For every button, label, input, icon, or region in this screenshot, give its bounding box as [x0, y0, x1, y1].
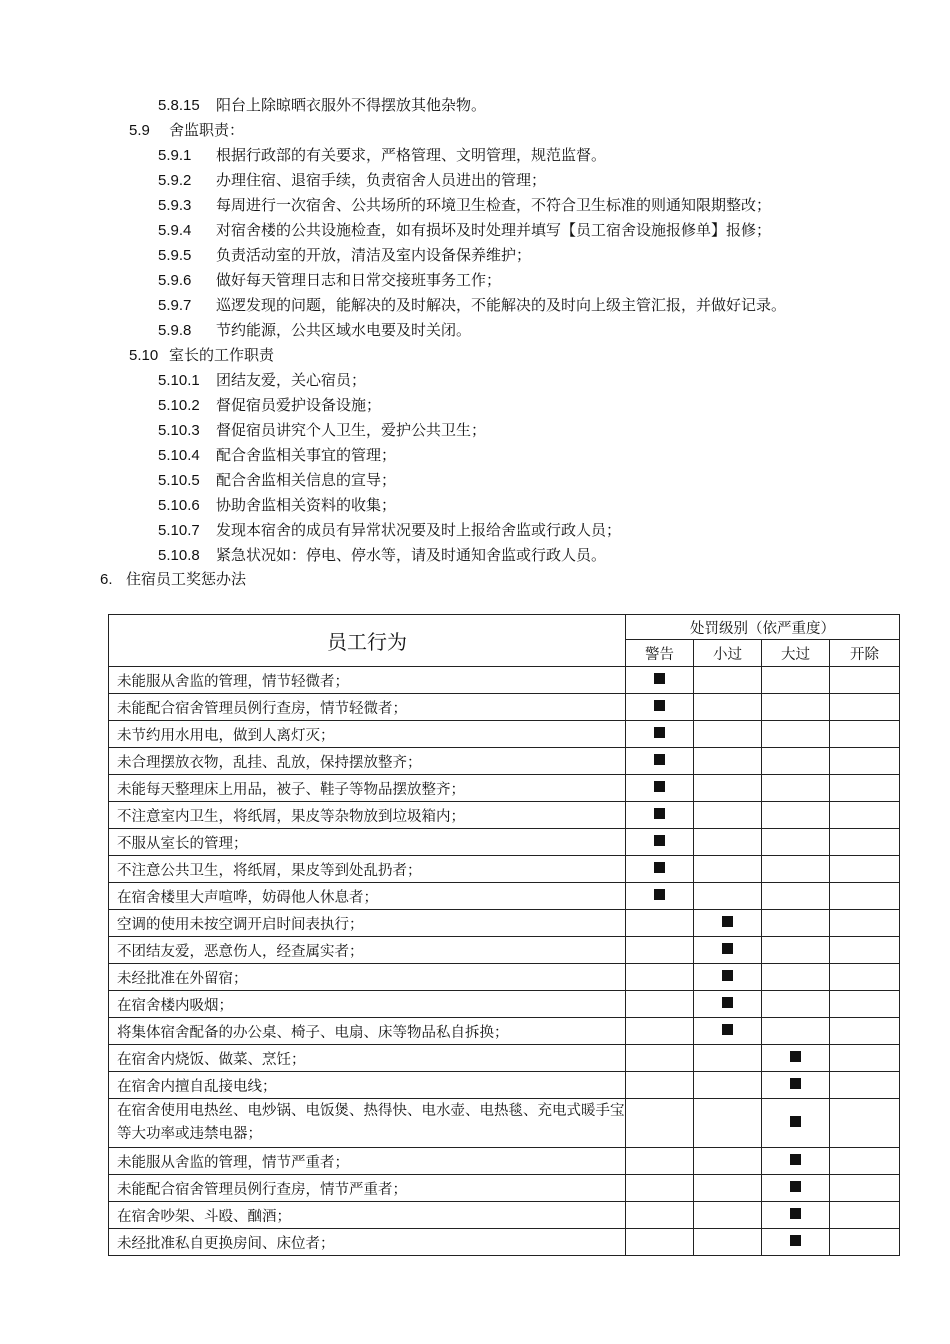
table-row	[109, 964, 900, 991]
level-cell	[762, 667, 830, 694]
level-cell	[762, 856, 830, 883]
filled-square-mark-icon	[654, 673, 665, 684]
level-cell	[694, 1072, 762, 1099]
level-cell	[762, 748, 830, 775]
table-row	[109, 910, 900, 937]
behavior-cell: 未能配合宿舍管理员例行查房，情节严重者；	[109, 1175, 626, 1202]
clause-number: 5.9.1	[158, 147, 192, 164]
level-cell	[694, 964, 762, 991]
level-cell	[762, 802, 830, 829]
behavior-cell: 未能每天整理床上用品，被子、鞋子等物品摆放整齐；	[109, 775, 626, 802]
level-cell	[830, 802, 900, 829]
clause-number: 5.10.1	[158, 372, 200, 389]
table-row	[109, 1202, 900, 1229]
level-cell	[762, 1229, 830, 1256]
table-row	[109, 883, 900, 910]
filled-square-mark-icon	[654, 727, 665, 738]
clause-5-10-1	[158, 370, 366, 391]
level-cell	[830, 748, 900, 775]
level-cell	[626, 991, 694, 1018]
clause-text: 对宿舍楼的公共设施检查，如有损坏及时处理并填写【员工宿舍设施报修单】报修；	[216, 221, 772, 239]
level-cell	[694, 1175, 762, 1202]
level-cell	[762, 775, 830, 802]
level-cell	[830, 1072, 900, 1099]
level-cell	[694, 775, 762, 802]
filled-square-mark-icon	[654, 862, 665, 873]
level-cell	[830, 856, 900, 883]
level-cell	[762, 1018, 830, 1045]
clause-text: 督促宿员爱护设备设施；	[216, 396, 382, 414]
table-row	[109, 937, 900, 964]
clause-5-10-3	[158, 420, 486, 441]
level-cell	[694, 667, 762, 694]
filled-square-mark-icon	[654, 754, 665, 765]
clause-5-9-8	[158, 320, 471, 341]
level-cell	[626, 1045, 694, 1072]
level-cell	[626, 856, 694, 883]
clause-5-9	[129, 120, 244, 141]
clause-text: 团结友爱，关心宿员；	[216, 371, 367, 389]
clause-number: 5.10.4	[158, 447, 200, 464]
level-cell	[626, 910, 694, 937]
clause-number: 5.10	[129, 347, 159, 364]
level-cell	[762, 964, 830, 991]
clause-number: 5.9.7	[158, 297, 192, 314]
level-cell	[694, 829, 762, 856]
table-row	[109, 1018, 900, 1045]
clause-text: 紧急状况如：停电、停水等，请及时通知舍监或行政人员。	[216, 546, 607, 564]
level-cell	[830, 1018, 900, 1045]
level-cell	[694, 721, 762, 748]
filled-square-mark-icon	[654, 808, 665, 819]
behavior-cell: 未能服从舍监的管理，情节轻微者；	[109, 667, 626, 694]
level-major-demerit-header: 大过	[762, 640, 830, 667]
clause-number: 5.10.6	[158, 497, 200, 514]
table-row	[109, 775, 900, 802]
clause-text: 办理住宿、退宿手续，负责宿舍人员进出的管理；	[216, 171, 547, 189]
level-cell	[762, 694, 830, 721]
filled-square-mark-icon	[654, 889, 665, 900]
clause-5-10-5	[158, 470, 396, 491]
table-row	[109, 667, 900, 694]
level-dismissal-header: 开除	[830, 640, 900, 667]
clause-text: 室长的工作职责	[169, 346, 275, 364]
clause-text: 节约能源，公共区域水电要及时关闭。	[216, 321, 472, 339]
behavior-cell: 不注意公共卫生，将纸屑，果皮等到处乱扔者；	[109, 856, 626, 883]
level-cell	[694, 991, 762, 1018]
clause-text: 根据行政部的有关要求，严格管理、文明管理，规范监督。	[216, 146, 607, 164]
level-cell	[626, 937, 694, 964]
clause-5-10	[129, 345, 274, 366]
level-cell	[694, 694, 762, 721]
behavior-cell: 不注意室内卫生，将纸屑，果皮等杂物放到垃圾箱内；	[109, 802, 626, 829]
clause-number: 5.9	[129, 122, 150, 139]
table-row	[109, 1229, 900, 1256]
behavior-cell: 不服从室长的管理；	[109, 829, 626, 856]
table-row	[109, 991, 900, 1018]
filled-square-mark-icon	[790, 1051, 801, 1062]
level-cell	[762, 883, 830, 910]
clause-text: 巡逻发现的问题，能解决的及时解决，不能解决的及时向上级主管汇报，并做好记录。	[216, 296, 787, 314]
filled-square-mark-icon	[722, 943, 733, 954]
behavior-cell: 未能服从舍监的管理，情节严重者；	[109, 1148, 626, 1175]
level-cell	[830, 910, 900, 937]
clause-text: 负责活动室的开放，清洁及室内设备保养维护；	[216, 246, 532, 264]
table-row	[109, 1072, 900, 1099]
filled-square-mark-icon	[722, 1024, 733, 1035]
clause-5-10-2	[158, 395, 381, 416]
clause-number: 5.10.7	[158, 522, 200, 539]
table-row	[109, 748, 900, 775]
level-cell	[626, 802, 694, 829]
table-row	[109, 1148, 900, 1175]
filled-square-mark-icon	[790, 1116, 801, 1127]
clause-number: 5.10.5	[158, 472, 200, 489]
filled-square-mark-icon	[790, 1208, 801, 1219]
clause-number: 5.10.2	[158, 397, 200, 414]
filled-square-mark-icon	[654, 700, 665, 711]
clause-text: 配合舍监相关信息的宣导；	[216, 471, 397, 489]
level-cell	[626, 1148, 694, 1175]
level-cell	[626, 829, 694, 856]
level-cell	[626, 694, 694, 721]
clause-number: 5.9.8	[158, 322, 192, 339]
behavior-header: 员工行为	[109, 615, 626, 667]
level-cell	[626, 883, 694, 910]
level-cell	[694, 1018, 762, 1045]
level-cell	[830, 1099, 900, 1148]
behavior-cell: 未节约用水用电，做到人离灯灭；	[109, 721, 626, 748]
clause-text: 住宿员工奖惩办法	[126, 570, 247, 588]
table-row	[109, 1175, 900, 1202]
level-cell	[762, 1045, 830, 1072]
clause-text: 配合舍监相关事宜的管理；	[216, 446, 397, 464]
clause-number: 5.9.6	[158, 272, 192, 289]
penalty-level-header: 处罚级别（依严重度）	[626, 615, 900, 640]
level-cell	[762, 1202, 830, 1229]
level-cell	[626, 1072, 694, 1099]
level-warning-header: 警告	[626, 640, 694, 667]
behavior-cell: 将集体宿舍配备的办公桌、椅子、电扇、床等物品私自拆换；	[109, 1018, 626, 1045]
level-cell	[830, 1045, 900, 1072]
level-cell	[762, 1072, 830, 1099]
level-cell	[830, 937, 900, 964]
clause-5-10-8	[158, 545, 606, 566]
level-cell	[626, 1099, 694, 1148]
clause-number: 5.9.3	[158, 197, 192, 214]
level-cell	[694, 937, 762, 964]
level-cell	[762, 991, 830, 1018]
level-cell	[830, 1148, 900, 1175]
filled-square-mark-icon	[790, 1078, 801, 1089]
clause-5-9-6	[158, 270, 501, 291]
level-cell	[830, 721, 900, 748]
filled-square-mark-icon	[790, 1235, 801, 1246]
level-cell	[626, 1018, 694, 1045]
level-cell	[762, 1148, 830, 1175]
clause-number: 6.	[100, 571, 113, 588]
penalty-table	[108, 614, 900, 1256]
level-cell	[626, 1202, 694, 1229]
level-cell	[626, 667, 694, 694]
level-cell	[694, 1099, 762, 1148]
level-cell	[626, 748, 694, 775]
behavior-cell: 空调的使用未按空调开启时间表执行；	[109, 910, 626, 937]
behavior-cell: 在宿舍使用电热丝、电炒锅、电饭煲、热得快、电水壶、电热毯、充电式暖手宝等大功率或违禁电器；	[109, 1099, 626, 1148]
filled-square-mark-icon	[722, 916, 733, 927]
filled-square-mark-icon	[722, 997, 733, 1008]
filled-square-mark-icon	[654, 835, 665, 846]
level-cell	[830, 775, 900, 802]
clause-text: 协助舍监相关资料的收集；	[216, 496, 397, 514]
level-cell	[830, 1175, 900, 1202]
level-cell	[762, 829, 830, 856]
clause-number: 5.9.2	[158, 172, 192, 189]
clause-number: 5.10.8	[158, 547, 200, 564]
level-cell	[626, 775, 694, 802]
clause-text: 发现本宿舍的成员有异常状况要及时上报给舍监或行政人员；	[216, 521, 622, 539]
filled-square-mark-icon	[654, 781, 665, 792]
level-cell	[830, 964, 900, 991]
filled-square-mark-icon	[722, 970, 733, 981]
behavior-cell: 在宿舍内擅自乱接电线；	[109, 1072, 626, 1099]
clause-5-9-7	[158, 295, 786, 316]
clause-5-10-6	[158, 495, 396, 516]
clause-text: 做好每天管理日志和日常交接班事务工作；	[216, 271, 502, 289]
level-cell	[830, 694, 900, 721]
level-cell	[694, 1229, 762, 1256]
clause-number: 5.8.15	[158, 97, 200, 114]
table-row	[109, 721, 900, 748]
table-row	[109, 1099, 900, 1148]
behavior-cell: 未经批准私自更换房间、床位者；	[109, 1229, 626, 1256]
table-row	[109, 802, 900, 829]
behavior-cell: 在宿舍楼里大声喧哗，妨碍他人休息者；	[109, 883, 626, 910]
level-cell	[694, 856, 762, 883]
level-cell	[694, 1045, 762, 1072]
behavior-cell: 未能配合宿舍管理员例行查房，情节轻微者；	[109, 694, 626, 721]
table-row	[109, 1045, 900, 1072]
clause-5-10-4	[158, 445, 396, 466]
table-row	[109, 694, 900, 721]
clause-5-9-2	[158, 170, 546, 191]
level-cell	[762, 910, 830, 937]
level-cell	[694, 802, 762, 829]
behavior-cell: 在宿舍吵架、斗殴、酗酒；	[109, 1202, 626, 1229]
level-cell	[830, 883, 900, 910]
clause-text: 阳台上除晾晒衣服外不得摆放其他杂物。	[216, 96, 487, 114]
level-cell	[762, 1175, 830, 1202]
clause-number: 5.9.4	[158, 222, 192, 239]
level-cell	[626, 964, 694, 991]
clause-6	[100, 569, 246, 590]
filled-square-mark-icon	[790, 1154, 801, 1165]
filled-square-mark-icon	[790, 1181, 801, 1192]
level-cell	[762, 1099, 830, 1148]
level-cell	[626, 721, 694, 748]
level-cell	[626, 1229, 694, 1256]
behavior-cell: 未合理摆放衣物，乱挂、乱放，保持摆放整齐；	[109, 748, 626, 775]
level-cell	[694, 910, 762, 937]
clause-text: 督促宿员讲究个人卫生，爱护公共卫生；	[216, 421, 487, 439]
level-cell	[830, 1229, 900, 1256]
clause-5-10-7	[158, 520, 621, 541]
clause-5-9-1	[158, 145, 606, 166]
clause-5-8-15	[158, 95, 486, 116]
level-cell	[830, 829, 900, 856]
clause-number: 5.10.3	[158, 422, 200, 439]
level-cell	[830, 991, 900, 1018]
level-cell	[694, 883, 762, 910]
clause-text: 舍监职责：	[169, 121, 245, 139]
table-row	[109, 829, 900, 856]
clause-5-9-4	[158, 220, 771, 241]
level-cell	[694, 748, 762, 775]
behavior-cell: 在宿舍楼内吸烟；	[109, 991, 626, 1018]
level-cell	[694, 1148, 762, 1175]
clause-5-9-5	[158, 245, 531, 266]
clause-5-9-3	[158, 195, 771, 216]
level-cell	[626, 1175, 694, 1202]
level-cell	[762, 937, 830, 964]
level-minor-demerit-header: 小过	[694, 640, 762, 667]
table-row	[109, 856, 900, 883]
level-cell	[694, 1202, 762, 1229]
behavior-cell: 未经批准在外留宿；	[109, 964, 626, 991]
level-cell	[830, 1202, 900, 1229]
behavior-cell: 在宿舍内烧饭、做菜、烹饪；	[109, 1045, 626, 1072]
level-cell	[762, 721, 830, 748]
clause-text: 每周进行一次宿舍、公共场所的环境卫生检查，不符合卫生标准的则通知限期整改；	[216, 196, 772, 214]
clause-number: 5.9.5	[158, 247, 192, 264]
level-cell	[830, 667, 900, 694]
behavior-cell: 不团结友爱，恶意伤人，经查属实者；	[109, 937, 626, 964]
